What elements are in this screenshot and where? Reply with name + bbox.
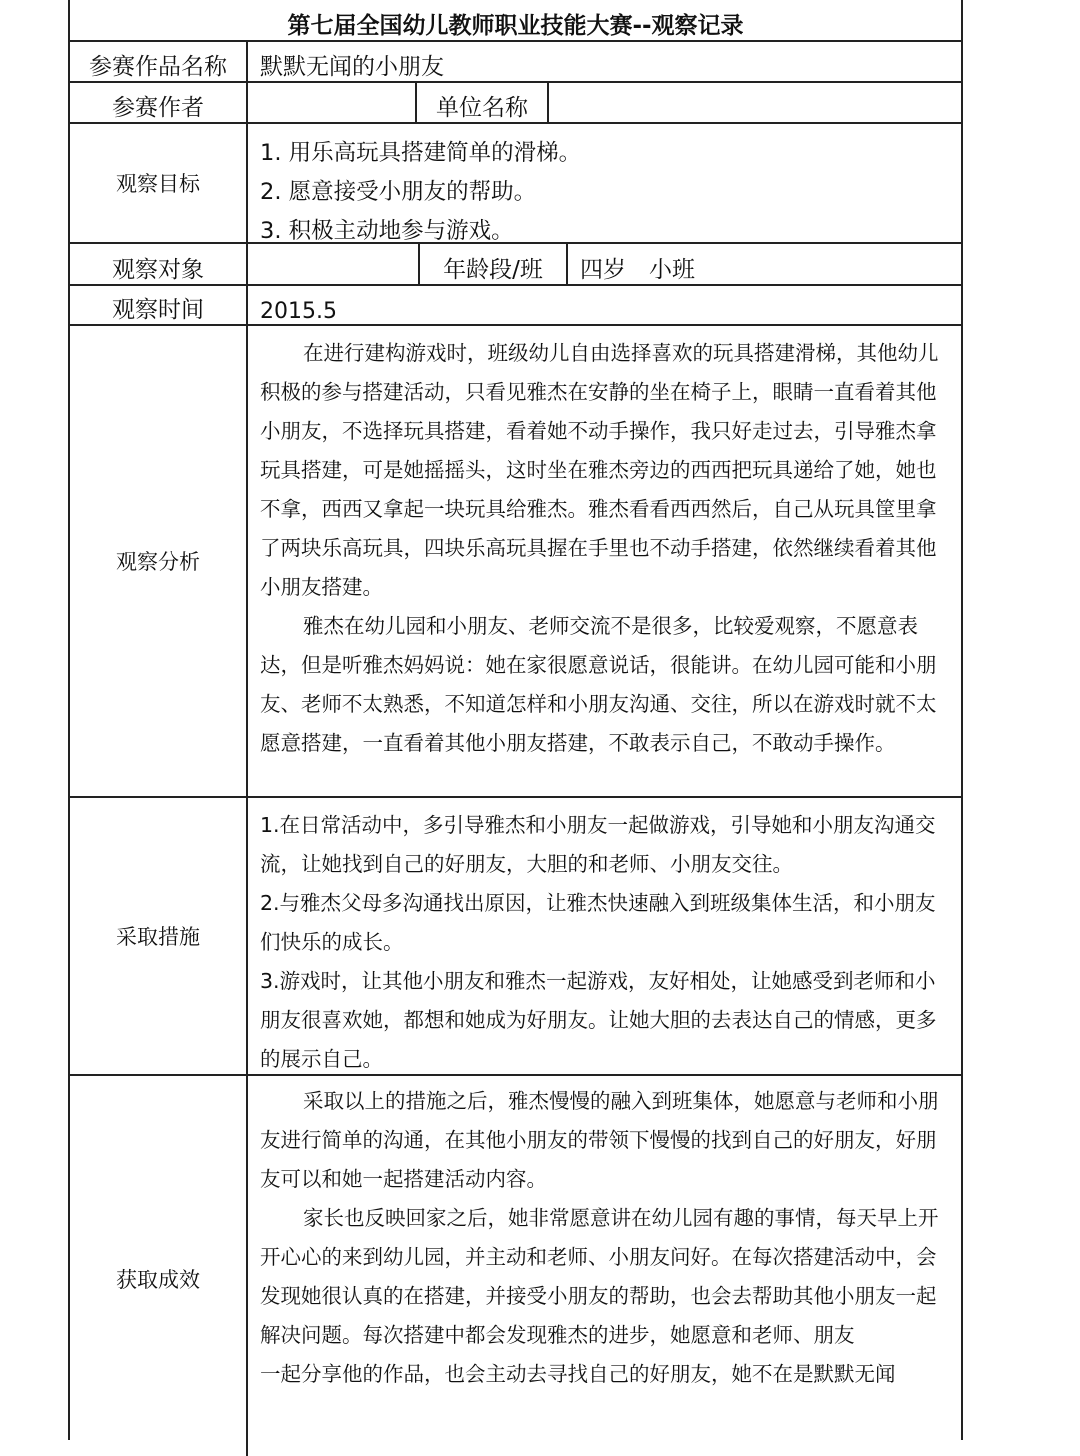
title-row — [70, 0, 961, 42]
analysis-paragraph: 雅杰在幼儿园和小朋友、老师交流不是很多，比较爱观察，不愿意表达，但是听雅杰妈妈说：她在家很愿意说话，很能讲。在幼儿园可能和小朋友、老师不太熟悉，不知道怎样和小朋友沟通、交往，所以在游戏时就不太愿意搭建，一直看着其他小朋友搭建，不敢表示自己，不敢动手操作。 — [260, 614, 937, 755]
goals-list — [260, 134, 581, 251]
results-paragraph: 一起分享他的作品，也会主动去寻找自己的好朋友，她不在是默默无闻 — [260, 1362, 896, 1386]
measure-item: 3.游戏时，让其他小朋友和雅杰一起游戏，友好相处，让她感受到老师和小朋友很喜欢她，都想和她成为好朋友。让她大胆的去表达自己的情感，更多的展示自己。 — [260, 969, 937, 1071]
analysis-row — [70, 326, 961, 798]
page-title: 第七届全国幼儿教师职业技能大赛--观察记录 — [287, 13, 744, 39]
analysis-paragraph: 在进行建构游戏时，班级幼儿自由选择喜欢的玩具搭建滑梯，其他幼儿积极的参与搭建活动，只看见雅杰在安静的坐在椅子上，眼睛一直看着其他小朋友，不选择玩具搭建，看着她不动手操作，我只好走过去，引导雅杰拿玩具搭建，可是她摇摇头，这时坐在雅杰旁边的西西把玩具递给了她，她也不拿，西西又拿起一块玩具给雅杰。雅杰看看西西然后，自己从玩具筐里拿了两块乐高玩具，四块乐高玩具握在手里也不动手搭建，依然继续看着其他小朋友搭建。 — [260, 341, 939, 599]
subject-label: 观察对象 — [70, 244, 248, 284]
goal-item: 2. 愿意接受小朋友的帮助。 — [260, 179, 537, 205]
age-group-value: 四岁 小班 — [580, 257, 695, 283]
age-group-label: 年龄段/班 — [420, 244, 568, 284]
goal-item: 1. 用乐高玩具搭建简单的滑梯。 — [260, 140, 582, 166]
goals-label: 观察目标 — [70, 124, 248, 242]
subject-value — [248, 244, 420, 284]
subject-row — [70, 244, 961, 286]
measure-item: 2.与雅杰父母多沟通找出原因，让雅杰快速融入到班级集体生活，和小朋友们快乐的成长。 — [260, 891, 936, 954]
analysis-text — [260, 334, 939, 763]
author-label: 参赛作者 — [70, 83, 248, 122]
goal-item: 3. 积极主动地参与游戏。 — [260, 218, 514, 244]
unit-value — [549, 83, 961, 122]
author-row — [70, 83, 961, 124]
results-text — [260, 1082, 939, 1394]
measures-row — [70, 798, 961, 1076]
measures-label: 采取措施 — [70, 798, 248, 1074]
author-value — [248, 83, 417, 122]
time-row — [70, 286, 961, 326]
results-paragraph: 家长也反映回家之后，她非常愿意讲在幼儿园有趣的事情，每天早上开开心心的来到幼儿园，并主动和老师、小朋友问好。在每次搭建活动中，会发现她很认真的在搭建，并接受小朋友的帮助，也会去帮助其他小朋友一起解决问题。每次搭建中都会发现雅杰的进步，她愿意和老师、朋友 — [260, 1206, 939, 1347]
measures-text — [260, 806, 939, 1079]
unit-label: 单位名称 — [417, 83, 549, 122]
measure-item: 1.在日常活动中，多引导雅杰和小朋友一起做游戏，引导她和小朋友沟通交流，让她找到自己的好朋友，大胆的和老师、小朋友交往。 — [260, 813, 936, 876]
goals-row — [70, 124, 961, 244]
results-row — [70, 1076, 961, 1456]
results-paragraph: 采取以上的措施之后，雅杰慢慢的融入到班集体，她愿意与老师和小朋友进行简单的沟通，在其他小朋友的带领下慢慢的找到自己的好朋友，好朋友可以和她一起搭建活动内容。 — [260, 1089, 939, 1191]
work-name-label: 参赛作品名称 — [70, 42, 248, 81]
analysis-label: 观察分析 — [70, 326, 248, 796]
time-value: 2015.5 — [260, 299, 337, 324]
time-label: 观察时间 — [70, 286, 248, 324]
observation-record-table — [68, 0, 963, 1440]
work-name-row — [70, 42, 961, 83]
results-label: 获取成效 — [70, 1076, 248, 1456]
work-name-value: 默默无闻的小朋友 — [260, 54, 444, 80]
